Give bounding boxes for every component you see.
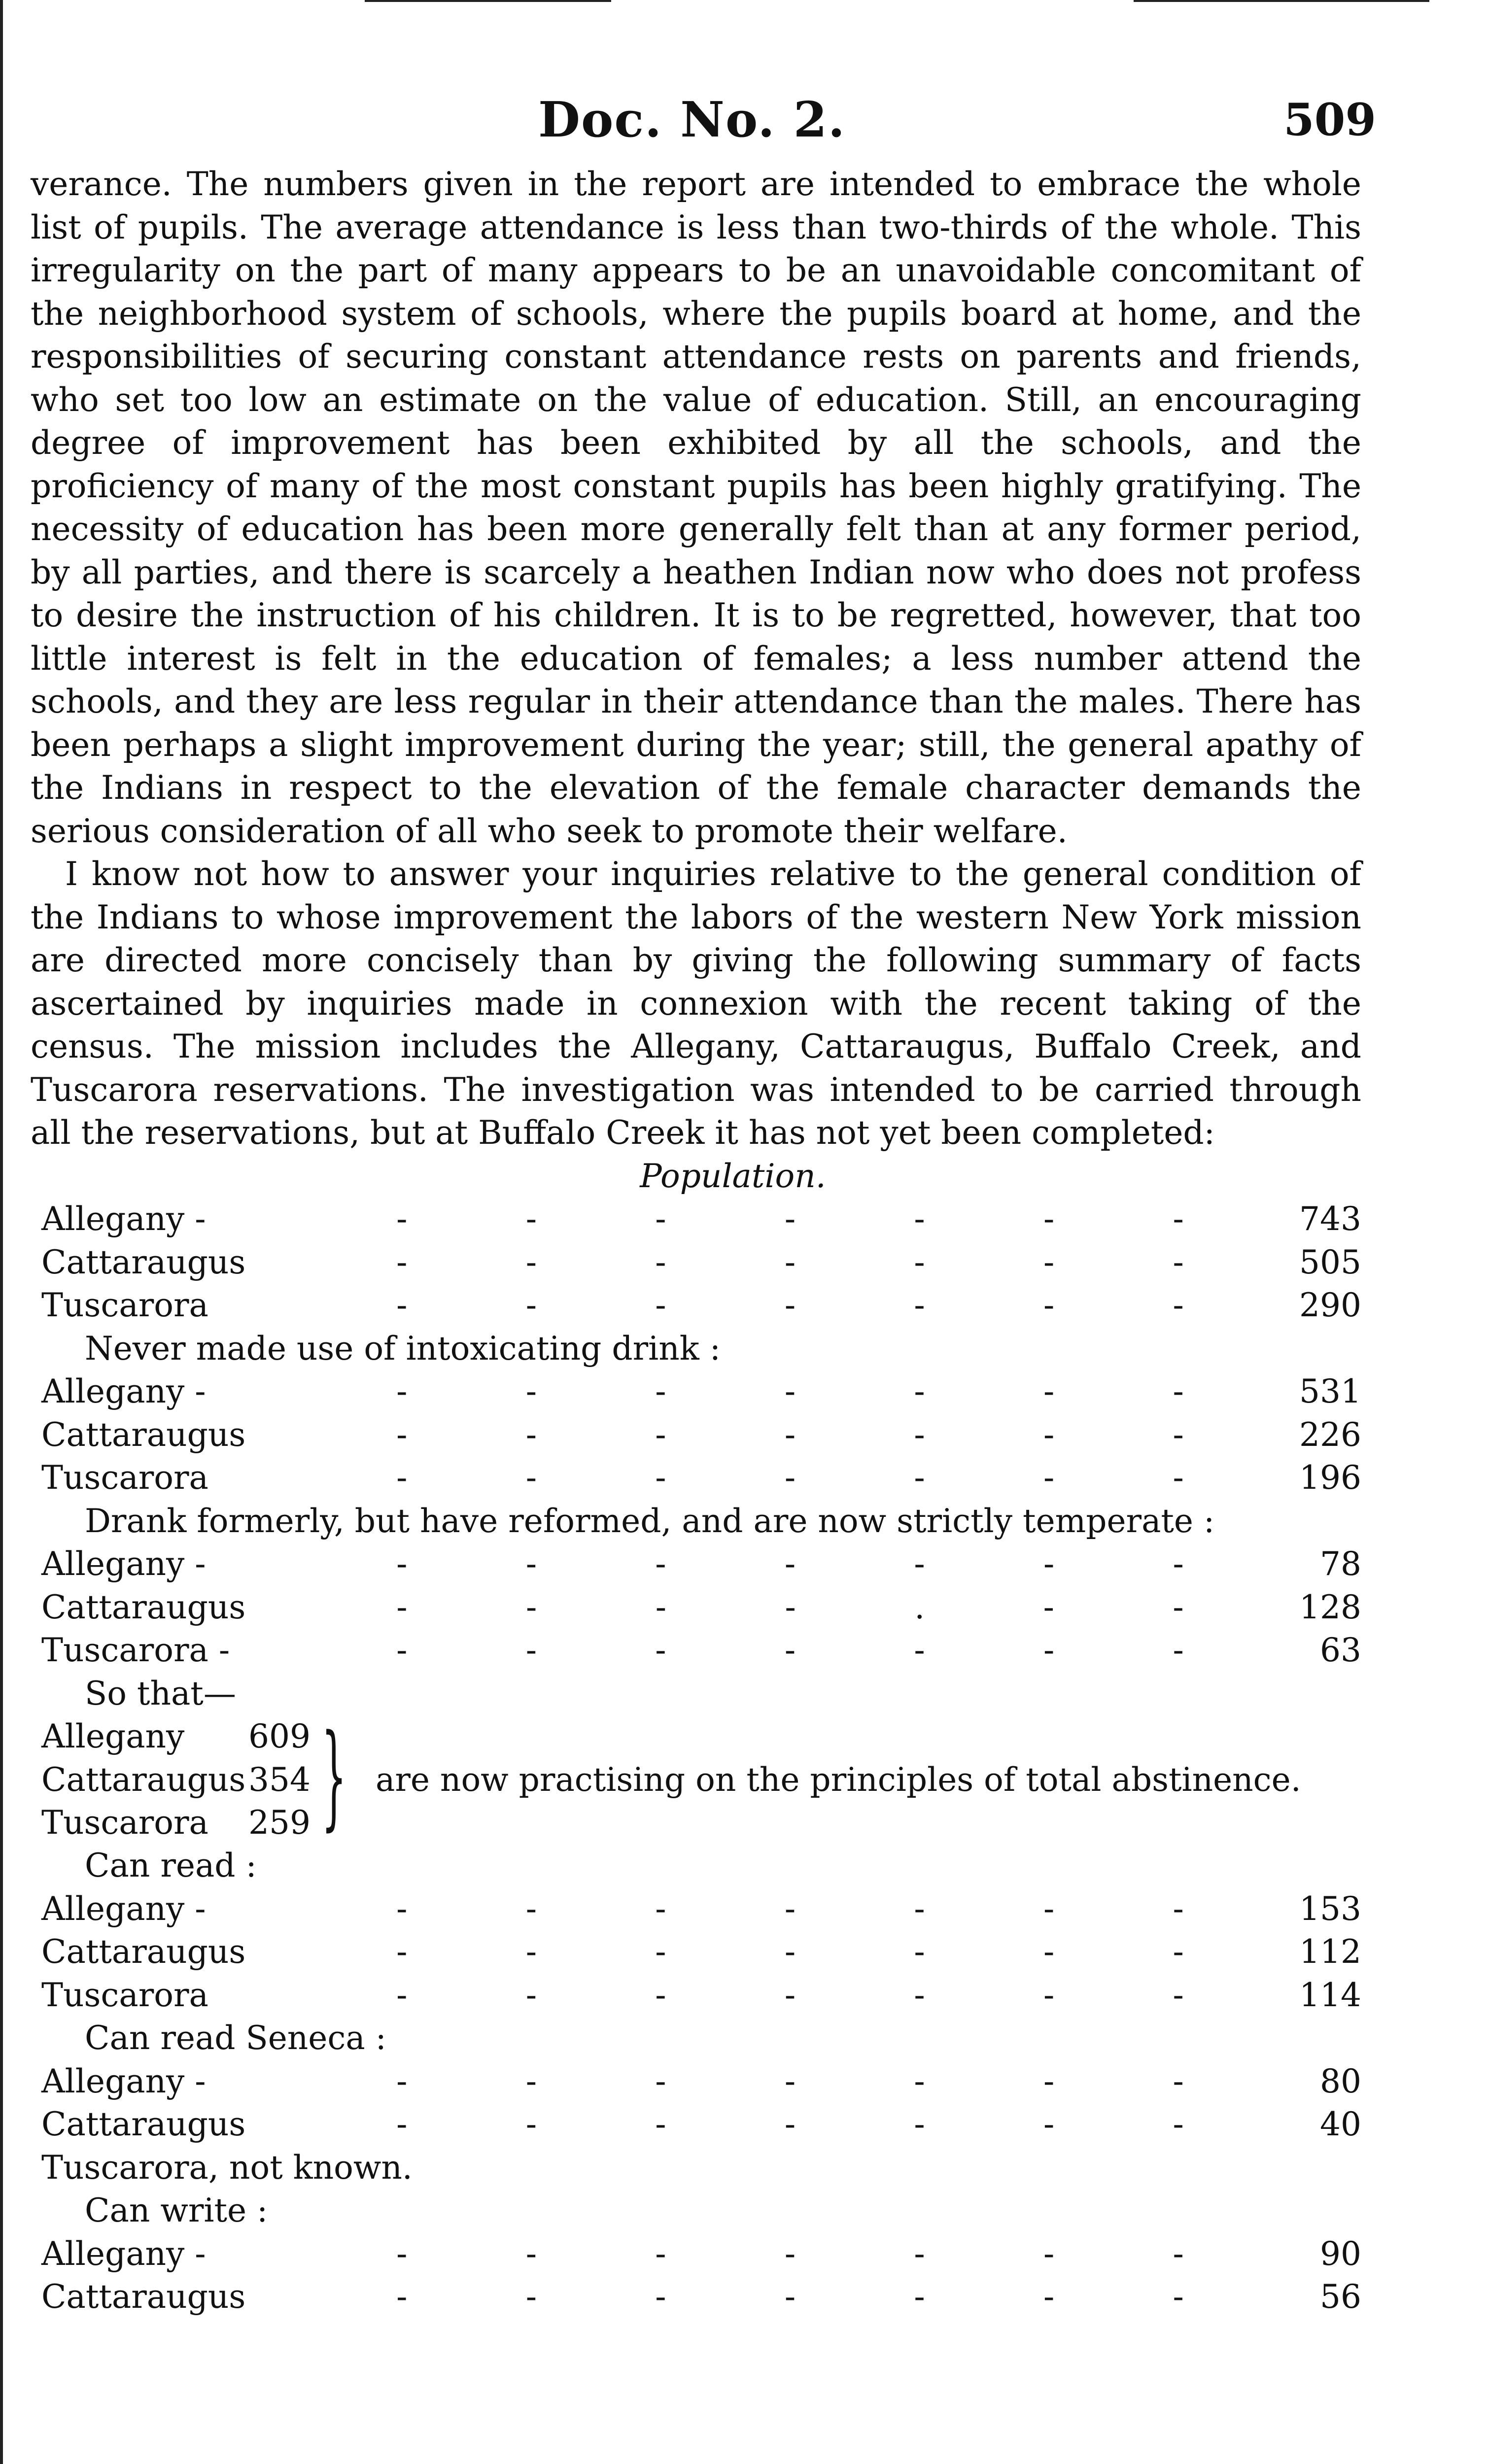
table-row: Cattaraugus - - - - - - - 505 <box>41 1243 1361 1281</box>
table-row: Cattaraugus - - - - - - - 112 <box>41 1933 1361 1971</box>
paragraph-2: I know not how to answer your inquiries relative to the general condition of the Indians to whose improvement the labors of the western New York mission are directed more concisely than by giving the following summary of facts ascertained by inquiries made in connexion with the recent taking of the census. The mission includes the Allegany, Cattaraugus, Buffalo Creek, and Tuscarora reservations. The investigation was intended to be carried through all the reservations, but at Buffalo Creek it has not yet been completed: <box>31 855 1361 1152</box>
table-row: Tuscarora - - - - - - - - 63 <box>41 1631 1361 1669</box>
section-heading: Never made use of intoxicating drink : <box>85 1329 721 1368</box>
table-row: Tuscarora - - - - - - - 290 <box>41 1286 1361 1324</box>
brace-symbol: } <box>321 1711 347 1842</box>
table-caption: Population. <box>640 1157 826 1195</box>
paragraph-1: verance. The numbers given in the report are intended to embrace the whole list of pupils. The average attendance is less than two-thirds of the whole. This irregularity on the part of many appears to be an unavoidable concomitant of the neighborhood system of schools, where the pupils board at home, and the responsibilities of securing constant attendance rests on parents and friends, who set too low an estimate on the value of education. Still, an encouraging degree of improvement has been exhibited by all the schools, and the proficiency of many of the most constant pupils has been highly gratifying. The necessity of education has been more generally felt than at any former period, by all parties, and there is scarcely a heathen Indian now who does not profess to desire the instruction of his children. It is to be regretted, however, that too little interest is felt in the education of females; a less number attend the schools, and they are less regular in their attendance than the males. There has been perhaps a slight improvement during the year; still, the general apathy of the Indians in respect to the elevation of the female character demands the serious consideration of all who seek to promote their welfare. <box>31 165 1361 850</box>
population-list <box>31 1198 1361 1327</box>
page-header <box>31 89 1376 163</box>
section-heading: Can write : <box>85 2191 268 2229</box>
table-row: Cattaraugus 354 <box>41 1760 311 1799</box>
can-read-list <box>31 1887 1361 2017</box>
tuscarora-note: Tuscarora, not known. <box>41 2148 413 2187</box>
table-row: Allegany - - - - - - - - 743 <box>41 1200 1361 1238</box>
table-row: Tuscarora - - - - - - - 196 <box>41 1459 1361 1497</box>
abstinence-summary <box>31 1711 1361 1844</box>
section-heading: Can read : <box>85 1847 257 1884</box>
table-row: Cattaraugus - - - - - - - 56 <box>41 2278 1361 2316</box>
table-row: Cattaraugus - - - - . - - 128 <box>41 1588 1361 1626</box>
top-rule-right <box>1134 0 1429 2</box>
section-heading: Drank formerly, but have reformed, and are now strictly temperate : <box>85 1502 1215 1540</box>
table-row: Allegany - - - - - - - - 153 <box>41 1889 1361 1928</box>
document-page <box>31 89 1376 2319</box>
table-row: Allegany - - - - - - - - 80 <box>41 2062 1361 2100</box>
can-read-seneca-list <box>31 2060 1361 2146</box>
table-row: Allegany - - - - - - - - 90 <box>41 2234 1361 2273</box>
never-drank-list <box>31 1370 1361 1500</box>
reformed-list <box>31 1542 1361 1672</box>
can-write-list <box>31 2232 1361 2319</box>
table-row: Cattaraugus - - - - - - - 226 <box>41 1415 1361 1454</box>
top-rule-left <box>365 0 611 2</box>
table-row: Cattaraugus - - - - - - - 40 <box>41 2105 1361 2143</box>
table-row: Tuscarora 259 <box>41 1804 311 1842</box>
table-row: Tuscarora - - - - - - - 114 <box>41 1976 1361 2014</box>
page-edge-rule <box>0 0 3 2464</box>
table-row: Allegany - - - - - - - - 531 <box>41 1372 1361 1410</box>
document-title: Doc. No. 2. <box>538 92 846 148</box>
abstinence-statement: are now practising on the principles of total abstinence. <box>376 1760 1301 1799</box>
section-heading: So that— <box>85 1674 236 1712</box>
table-row: Allegany 609 <box>41 1717 311 1755</box>
section-heading: Can read Seneca : <box>85 2019 386 2057</box>
table-row: Allegany - - - - - - - - 78 <box>41 1545 1361 1583</box>
page-number: 509 <box>1283 94 1376 146</box>
